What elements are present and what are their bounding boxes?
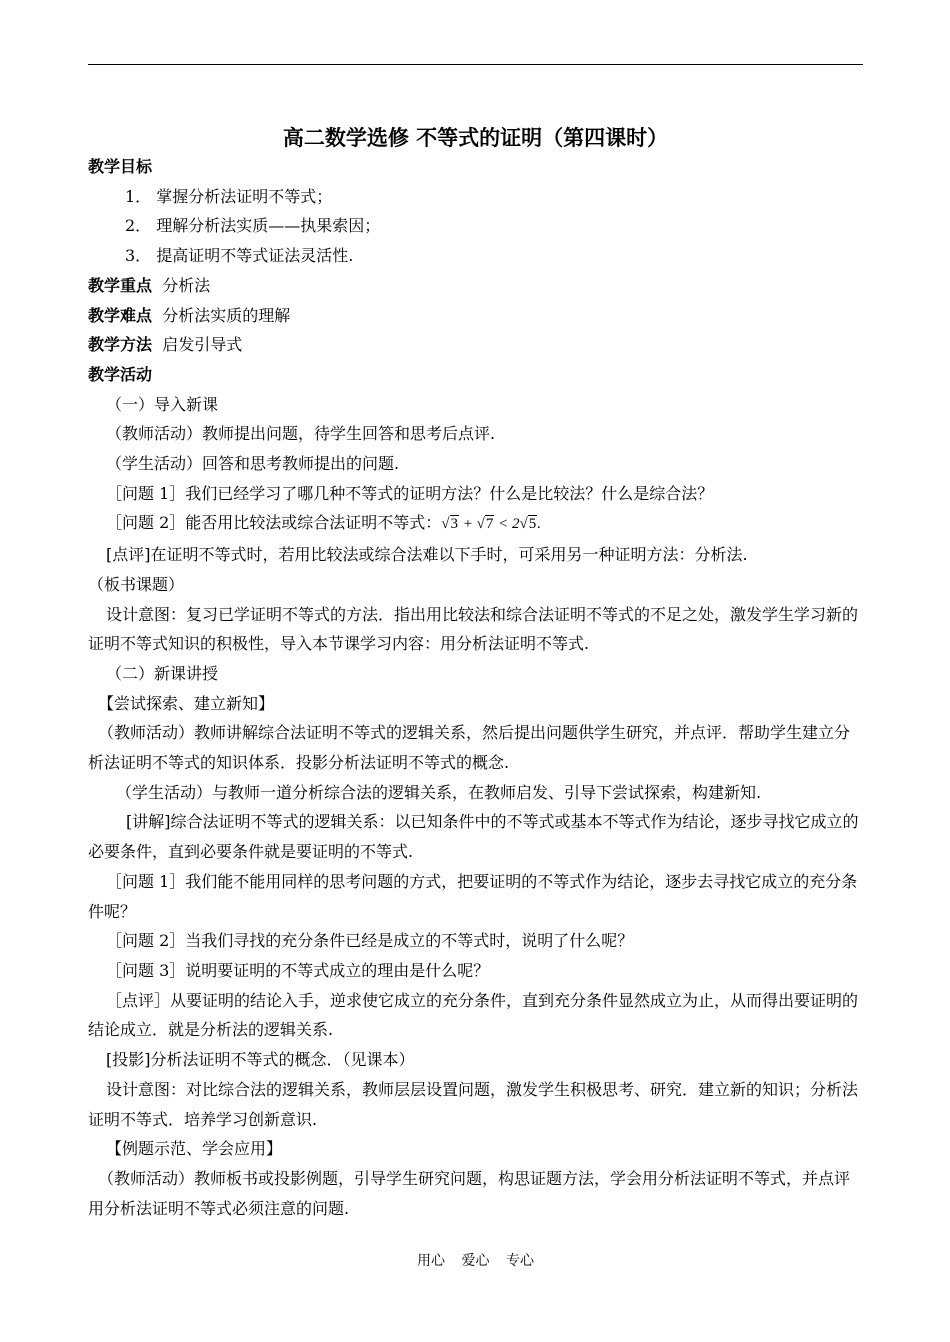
key-point-label: 教学重点 bbox=[88, 275, 153, 295]
difficulty-line bbox=[88, 301, 863, 331]
section1-teacher: （教师活动）教师提出问题，待学生回答和思考后点评. bbox=[106, 424, 496, 444]
section2-projection: [投影]分析法证明不等式的概念．（见课本） bbox=[106, 1050, 415, 1070]
method-line bbox=[88, 330, 863, 360]
section2-student: （学生活动）与教师一道分析综合法的逻辑关系，在教师启发、引导下尝试探索，构建新知. bbox=[116, 782, 762, 802]
section2-question-3: ［问题 3］说明要证明的不等式成立的理由是什么呢？ bbox=[106, 960, 490, 980]
page-footer bbox=[88, 1250, 863, 1270]
activities-heading: 教学活动 bbox=[88, 364, 153, 384]
header-rule bbox=[88, 64, 863, 65]
objective-item: 2． 理解分析法实质——执果索因； bbox=[125, 216, 381, 236]
section2-title: （二）新课讲授 bbox=[106, 663, 219, 683]
key-point-line bbox=[88, 271, 863, 301]
footer-text: 爱心 bbox=[461, 1253, 490, 1269]
key-point-text: 分析法 bbox=[162, 275, 211, 295]
footer-text: 用心 bbox=[417, 1253, 446, 1269]
document-title: 高二数学选修 不等式的证明（第四课时） bbox=[282, 126, 669, 150]
difficulty-label: 教学难点 bbox=[88, 305, 153, 325]
section2-subheading-1: 【尝试探索、建立新知】 bbox=[98, 693, 275, 713]
section2-subheading-2: 【例题示范、学会应用】 bbox=[106, 1139, 283, 1159]
section2-explain: [讲解]综合法证明不等式的逻辑关系：以已知条件中的不等式或基本不等式作为结论，逐步寻找它成立的必要条件，直到必要条件就是要证明的不等式. bbox=[88, 812, 859, 862]
section1-question-1: ［问题 1］我们已经学习了哪几种不等式的证明方法？什么是比较法？什么是综合法？ bbox=[106, 483, 714, 503]
section1-board: （板书课题） bbox=[88, 574, 185, 594]
section1-design: 设计意图：复习已学证明不等式的方法．指出用比较法和综合法证明不等式的不足之处，激发学生学习新的证明不等式知识的积极性，导入本节课学习内容：用分析法证明不等式. bbox=[88, 604, 859, 654]
method-label: 教学方法 bbox=[88, 335, 153, 355]
section2-teacher-2: （教师活动）教师板书或投影例题，引导学生研究问题，构思证题方法，学会用分析法证明不等式，并点评用分析法证明不等式必须注意的问题. bbox=[88, 1168, 851, 1218]
footer-text: 专心 bbox=[505, 1253, 534, 1269]
section1-question-2 bbox=[88, 508, 863, 540]
objective-item: 1． 掌握分析法证明不等式； bbox=[125, 186, 333, 206]
section2-design: 设计意图：对比综合法的逻辑关系，教师层层设置问题，激发学生积极思考、研究．建立新的知识；分析法证明不等式．培养学习创新意识. bbox=[88, 1079, 859, 1129]
method-text: 启发引导式 bbox=[162, 335, 243, 355]
section1-title: （一）导入新课 bbox=[106, 394, 219, 414]
objectives-heading: 教学目标 bbox=[88, 157, 153, 176]
section2-question-1: ［问题 1］我们能不能用同样的思考问题的方式，把要证明的不等式作为结论，逐步去寻找它成立的充分条件呢？ bbox=[88, 871, 858, 921]
document-body bbox=[88, 152, 863, 1223]
inequality-formula: √3 + √7 < 2√5. bbox=[441, 516, 541, 533]
difficulty-text: 分析法实质的理解 bbox=[162, 305, 291, 325]
section2-question-2: ［问题 2］当我们寻找的充分条件已经是成立的不等式时，说明了什么呢？ bbox=[106, 931, 634, 951]
section2-teacher: （教师活动）教师讲解综合法证明不等式的逻辑关系，然后提出问题供学生研究，并点评．帮助学生建立分析法证明不等式的知识体系．投影分析法证明不等式的概念. bbox=[88, 723, 851, 773]
section2-comment: ［点评］从要证明的结论入手，逆求使它成立的充分条件，直到充分条件显然成立为止，从而得出要证明的结论成立．就是分析法的逻辑关系. bbox=[88, 990, 859, 1040]
section1-student: （学生活动）回答和思考教师提出的问题. bbox=[106, 454, 400, 474]
objective-item: 3． 提高证明不等式证法灵活性. bbox=[125, 246, 354, 266]
question-2-text: ［问题 2］能否用比较法或综合法证明不等式： bbox=[106, 513, 442, 533]
section1-comment: [点评]在证明不等式时，若用比较法或综合法难以下手时，可采用另一种证明方法：分析法. bbox=[106, 545, 748, 565]
